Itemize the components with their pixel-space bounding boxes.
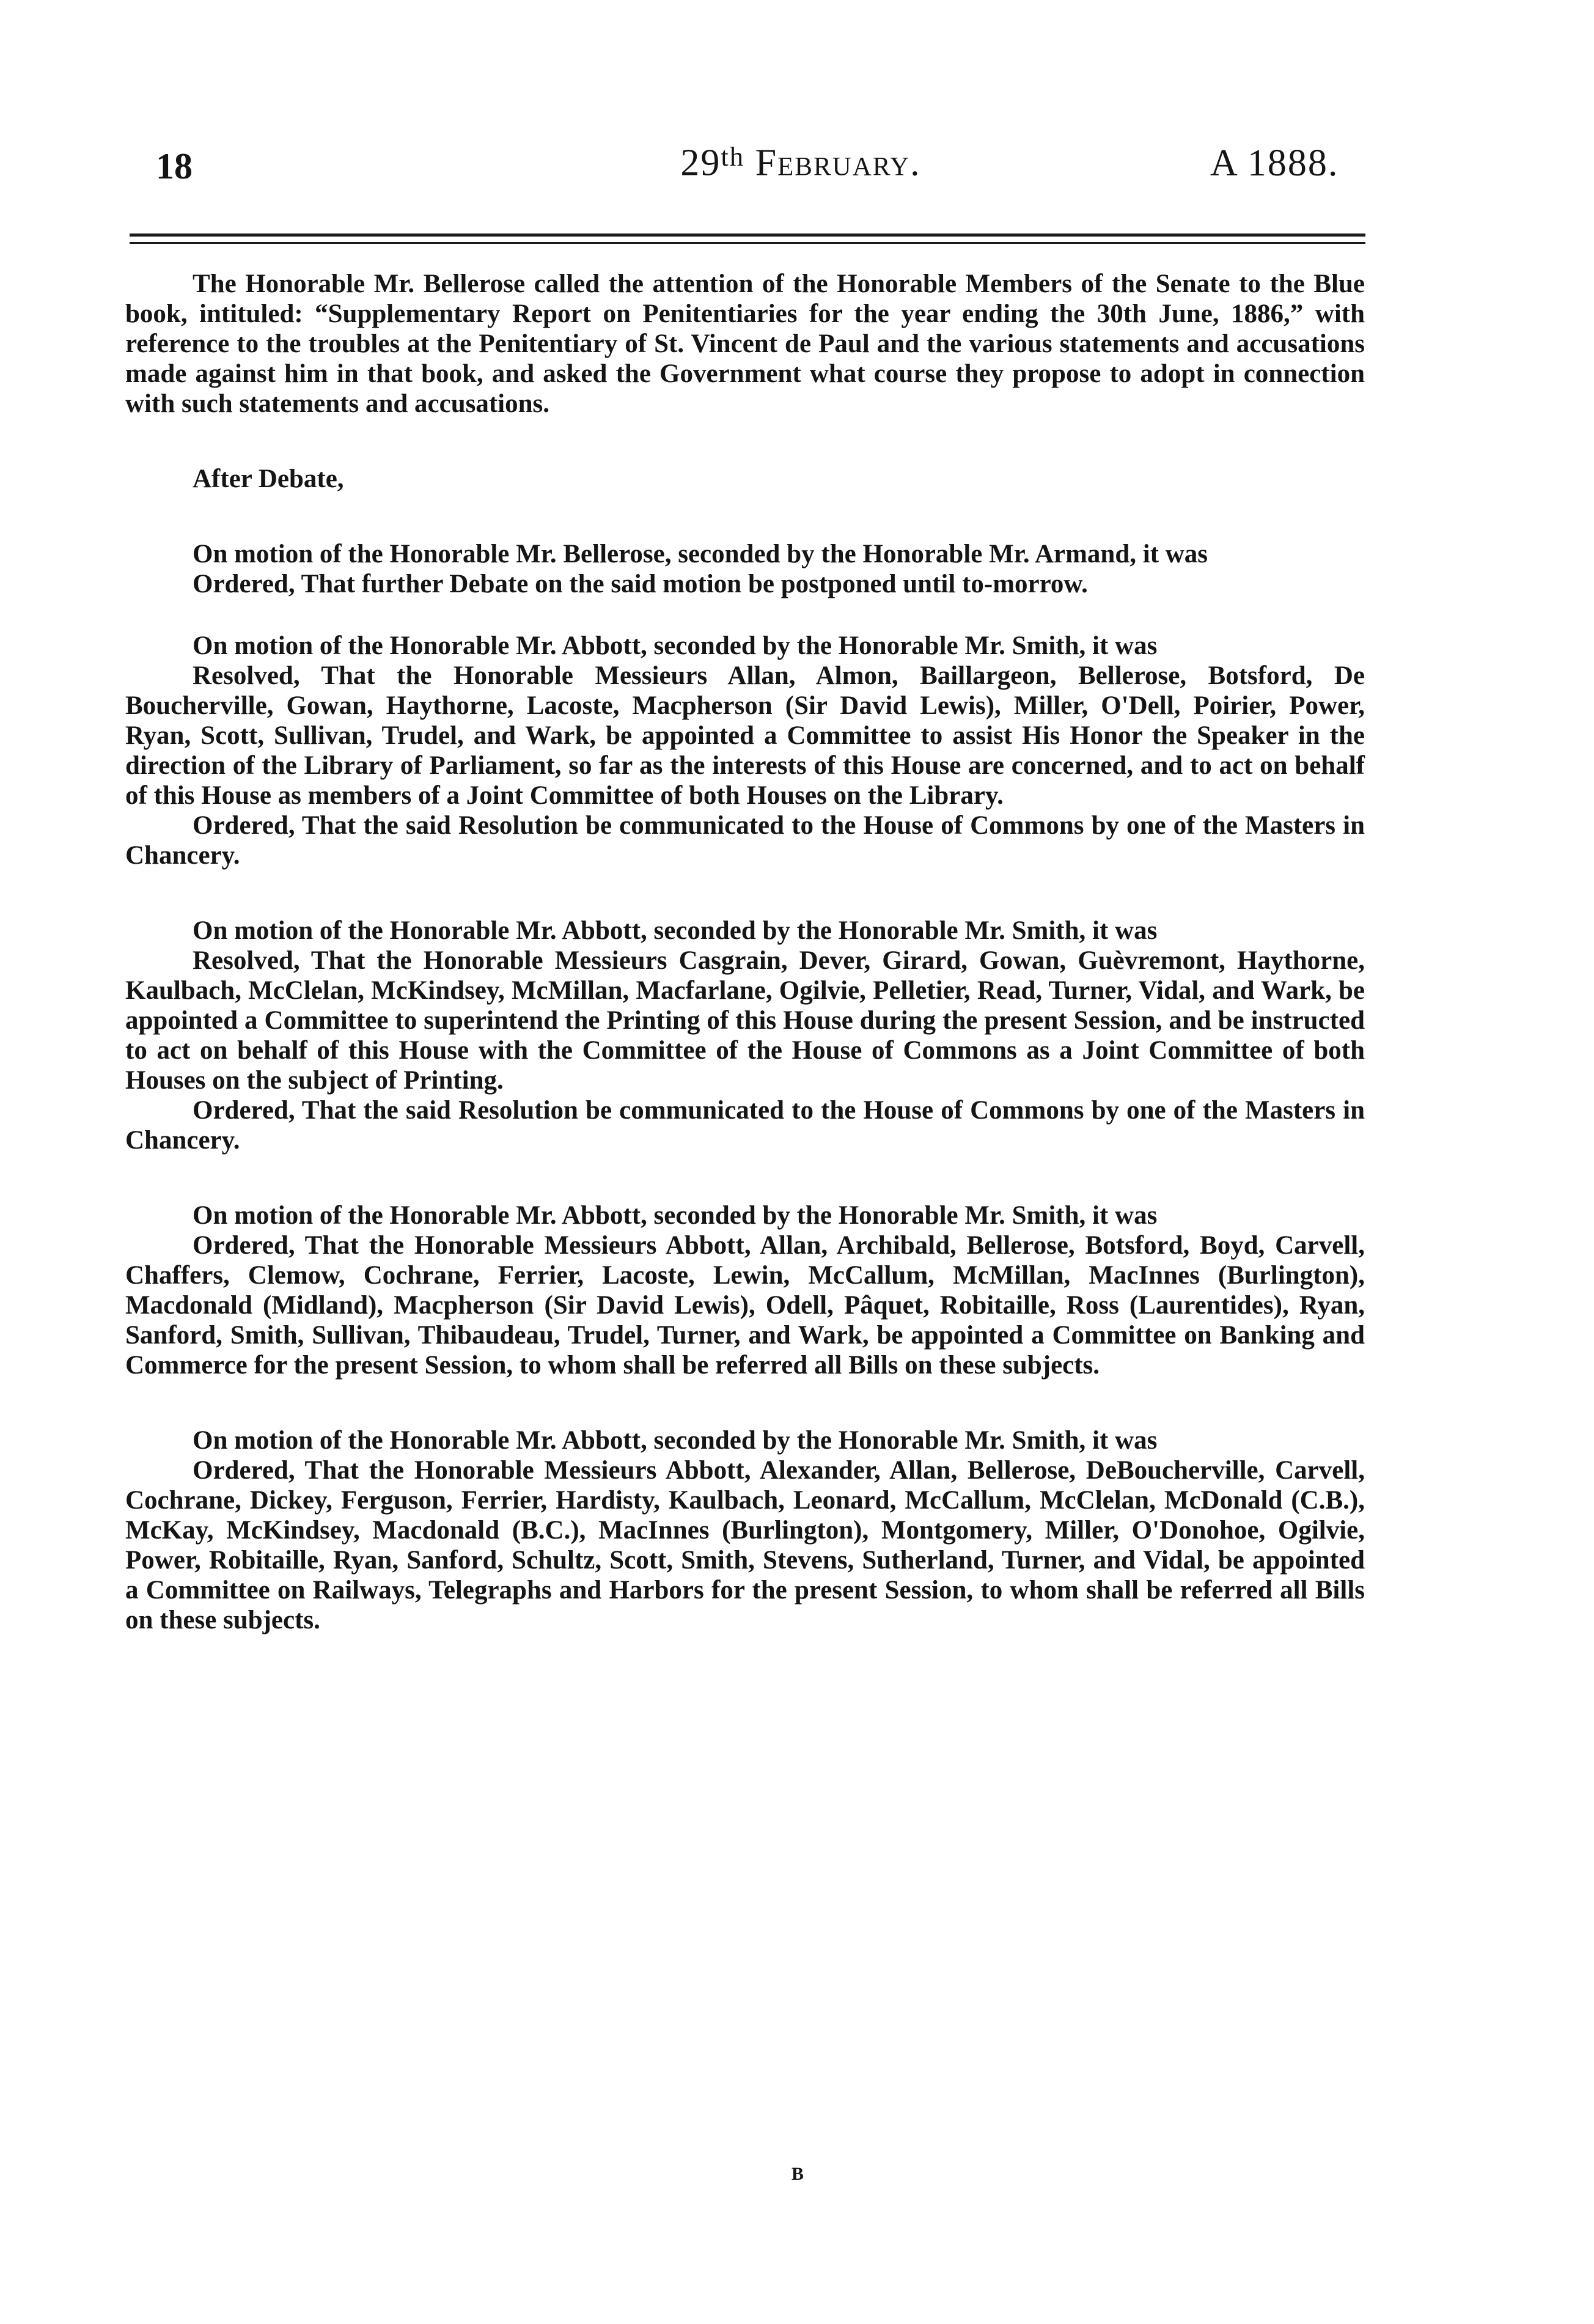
page-date	[550, 141, 1051, 185]
motion-line: On motion of the Honorable Mr. Abbott, seconded by the Honorable Mr. Smith, it was	[193, 1426, 1158, 1455]
motion-line: On motion of the Honorable Mr. Bellerose, seconded by the Honorable Mr. Armand, it was	[193, 540, 1208, 568]
motion-line: On motion of the Honorable Mr. Abbott, seconded by the Honorable Mr. Smith, it was	[193, 1201, 1158, 1230]
resolution-paragraph: Resolved, That the Honorable Messieurs Allan, Almon, Baillargeon, Bellerose, Botsford, De Boucherville, Gowan, Haythorne, Lacoste, Macpherson (Sir David Lewis), Miller, O'Dell, Poirier, Power, Ryan, Scott, Sullivan, Trudel, and Wark, be appointed a Committee to assist His Honor the Speaker in the direction of the Library of Parliament, so far as the interests of this House are concerned, and to act on behalf of this House as members of a Joint Committee of both Houses on the Library.	[125, 661, 1365, 810]
journal-body	[125, 269, 1365, 1635]
date-suffix: th	[721, 141, 745, 172]
page-year: A 1888.	[1210, 142, 1339, 184]
header-rule-thick	[130, 234, 1365, 237]
order-paragraph: Ordered, That the Honorable Messieurs Abbott, Allan, Archibald, Bellerose, Botsford, Boyd, Carvell, Chaffers, Clemow, Cochrane, Ferrier, Lacoste, Lewin, McCallum, McMillan, MacInnes (Burlington), Macdonald (Midland), Macpherson (Sir David Lewis), Odell, Pâquet, Robitaille, Ross (Laurentides), Ryan, Sanford, Smith, Sullivan, Thibaudeau, Trudel, Turner, and Wark, be appointed a Committee on Banking and Commerce for the present Session, to whom shall be referred all Bills on these subjects.	[125, 1231, 1365, 1380]
date-month: February.	[755, 142, 921, 184]
notice-paragraph: The Honorable Mr. Bellerose called the attention of the Honorable Members of the Senate to the Blue book, intituled: “Supplementary Report on Penitentiaries for the year ending the 30th June, 1886,” with reference to the troubles at the Penitentiary of St. Vincent de Paul and the various statements and accusations made against him in that book, and asked the Government what course they propose to adopt in connection with such statements and accusations.	[125, 270, 1365, 418]
page-number: 18	[156, 146, 193, 186]
date-day: 29	[680, 142, 721, 184]
entry-library-committee	[125, 631, 1365, 870]
entry-banking-committee	[125, 1201, 1365, 1380]
motion-line: On motion of the Honorable Mr. Abbott, seconded by the Honorable Mr. Smith, it was	[193, 916, 1158, 945]
entry-printing-committee	[125, 916, 1365, 1155]
order-line: Ordered, That further Debate on the said motion be postponed until to-morrow.	[193, 570, 1088, 598]
motion-line: On motion of the Honorable Mr. Abbott, seconded by the Honorable Mr. Smith, it was	[193, 631, 1158, 660]
entry-after-debate	[125, 464, 1365, 494]
after-debate-line: After Debate,	[193, 465, 344, 493]
order-line: Ordered, That the said Resolution be communicated to the House of Commons by one of the Masters in Chancery.	[125, 811, 1365, 870]
entry-debate-postponed	[125, 539, 1365, 599]
entry-railways-committee	[125, 1425, 1365, 1635]
order-paragraph: Ordered, That the Honorable Messieurs Abbott, Alexander, Allan, Bellerose, DeBoucherville, Carvell, Cochrane, Dickey, Ferguson, Ferrier, Hardisty, Kaulbach, Leonard, McCallum, McClelan, McDonald (C.B.), McKay, McKindsey, Macdonald (B.C.), MacInnes (Burlington), Montgomery, Miller, O'Donohoe, Ogilvie, Power, Robitaille, Ryan, Sanford, Schultz, Scott, Smith, Stevens, Sutherland, Turner, and Vidal, be appointed a Committee on Railways, Telegraphs and Harbors for the present Session, to whom shall be referred all Bills on these subjects.	[125, 1456, 1365, 1635]
order-line: Ordered, That the said Resolution be communicated to the House of Commons by one of the Masters in Chancery.	[125, 1096, 1365, 1155]
entry-bellerose-notice	[125, 269, 1365, 419]
signature-mark: B	[791, 2164, 804, 2184]
resolution-paragraph: Resolved, That the Honorable Messieurs Casgrain, Dever, Girard, Gowan, Guèvremont, Haythorne, Kaulbach, McClelan, McKindsey, McMillan, Macfarlane, Ogilvie, Pelletier, Read, Turner, Vidal, and Wark, be appointed a Committee to superintend the Printing of this House during the present Session, and be instructed to act on behalf of this House with the Committee of the House of Commons as a Joint Committee of both Houses on the subject of Printing.	[125, 946, 1365, 1095]
header-rule-thin	[130, 242, 1365, 244]
